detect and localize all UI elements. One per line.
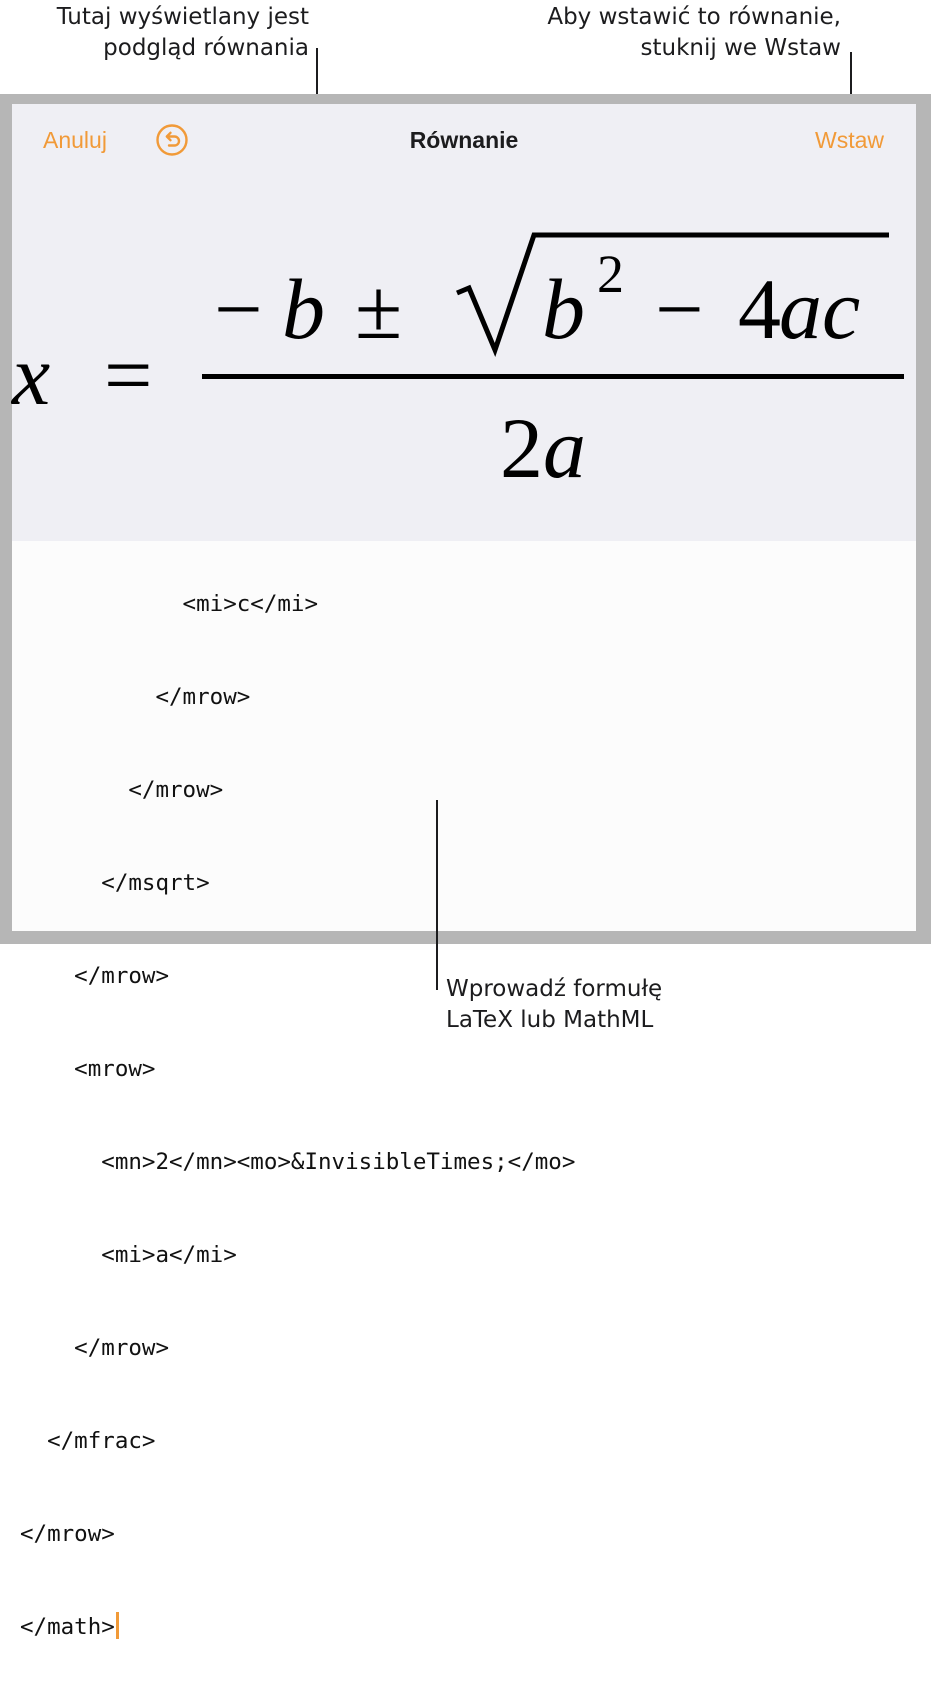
code-line: </mrow> [20,1335,170,1361]
formula-radicand-minus: − [655,261,704,357]
formula-exponent: 2 [597,244,624,304]
code-line-last-text: </math> [20,1614,115,1640]
callout-editor-line1: Wprowadź formułę [446,976,663,1002]
formula-equals: = [104,327,153,423]
formula-denominator-two: 2 [500,400,543,496]
callout-insert-line1: Aby wstawić to równanie, [547,4,841,30]
code-line: </mrow> [20,684,251,710]
callout-preview-line1: Tutaj wyświetlany jest [56,4,309,30]
formula-ac: ac [779,261,861,357]
code-text[interactable] [20,527,575,1705]
code-line: <mn>2</mn><mo>&InvisibleTimes;</mo> [20,1149,576,1175]
insert-button[interactable]: Wstaw [815,127,884,153]
callout-preview-line2: podgląd równania [103,35,309,61]
fraction-bar [202,374,904,379]
code-line: </msqrt> [20,870,210,896]
code-line: <mi>c</mi> [20,591,319,617]
formula-radicand-b: b [542,261,585,357]
code-line: <mrow> [20,1056,156,1082]
formula-four: 4 [738,261,781,357]
formula-minus: − [214,261,263,357]
formula-plus-minus: ± [355,261,403,357]
equation-preview [12,104,916,541]
code-line: <mi>a</mi> [20,1242,237,1268]
formula-b: b [282,261,325,357]
callout-insert-line2: stuknij we Wstaw [640,35,841,61]
text-cursor [116,1612,119,1639]
callout-editor-line2: LaTeX lub MathML [446,1007,654,1033]
formula-render [12,104,916,541]
callout-preview [57,2,309,64]
code-line: </mrow> [20,777,224,803]
callout-editor [446,974,662,1036]
cancel-button[interactable]: Anuluj [43,127,107,153]
callout-insert [547,2,841,64]
code-line-last [20,1612,575,1643]
formula-lhs-x: x [12,327,51,423]
dialog-title: Równanie [409,127,519,153]
callout-editor-leader [436,800,438,990]
code-line: </mrow> [20,1521,115,1547]
code-line: </mrow> [20,963,170,989]
formula-denominator-a: a [543,400,586,496]
code-line: </mfrac> [20,1428,156,1454]
